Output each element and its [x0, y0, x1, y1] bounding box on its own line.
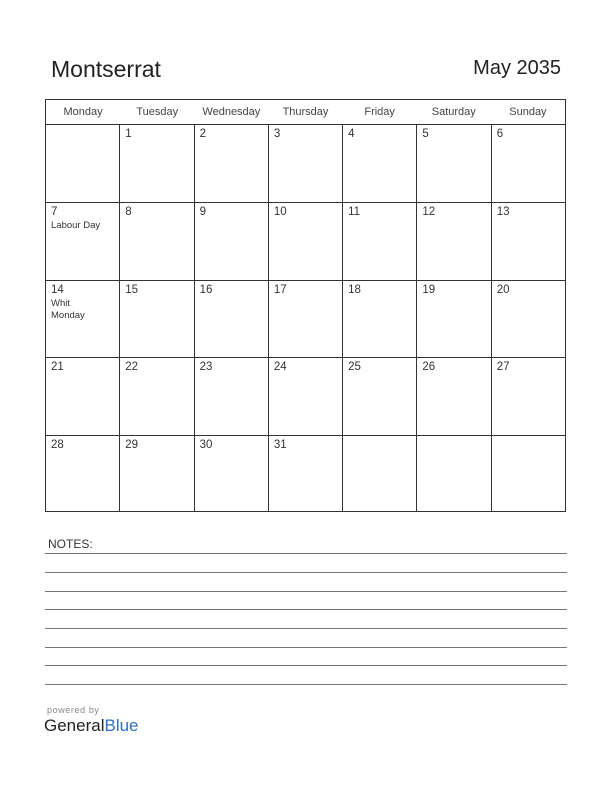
day-cell[interactable] [194, 436, 268, 512]
week-row [46, 435, 565, 512]
day-cell[interactable] [119, 358, 193, 434]
day-number: 25 [348, 361, 361, 374]
day-number: 5 [422, 128, 429, 140]
day-number: 3 [273, 128, 281, 140]
day-cell[interactable] [416, 125, 490, 202]
notes-label: NOTES: [48, 537, 93, 551]
notes-line [45, 609, 567, 610]
notes-line [45, 647, 567, 648]
day-number: 6 [496, 128, 504, 140]
day-number: 22 [125, 361, 139, 374]
day-cell[interactable] [416, 281, 490, 357]
day-number: 30 [199, 438, 213, 451]
day-cell[interactable] [46, 125, 119, 202]
weekday-label: Wednesday [202, 106, 261, 118]
notes-line [45, 628, 567, 629]
week-row [46, 357, 565, 434]
day-number: 10 [273, 206, 287, 219]
weekday-label: Friday [364, 106, 395, 118]
week-row [46, 202, 565, 279]
day-cell[interactable] [119, 436, 193, 512]
notes-line [45, 572, 567, 573]
day-cell[interactable] [268, 125, 342, 202]
weekday-label: Monday [63, 106, 103, 118]
calendar-country-title: Montserrat [51, 56, 161, 82]
day-number: 2 [199, 128, 206, 140]
day-number: 16 [199, 283, 213, 296]
generalblue-logo[interactable] [44, 716, 139, 736]
powered-by-text: powered by [47, 705, 100, 715]
day-cell[interactable] [342, 281, 416, 357]
day-number: 14 [51, 283, 64, 296]
day-cell[interactable] [268, 358, 342, 434]
day-number: 7 [51, 206, 58, 219]
day-cell[interactable] [416, 358, 490, 434]
day-cell[interactable] [46, 281, 119, 357]
day-cell[interactable] [491, 436, 565, 512]
calendar-grid [45, 99, 566, 512]
day-cell[interactable] [342, 358, 416, 434]
day-number: 26 [422, 361, 436, 374]
day-cell[interactable] [491, 125, 565, 202]
day-cell[interactable] [342, 203, 416, 279]
notes-line [45, 665, 567, 666]
week-row [46, 280, 565, 357]
day-cell[interactable] [268, 436, 342, 512]
weekday-label: Thursday [282, 106, 329, 118]
week-row [46, 125, 565, 202]
holiday-label: Labour Day [51, 220, 101, 232]
day-number: 31 [273, 438, 287, 451]
day-cell[interactable] [194, 281, 268, 357]
day-number: 12 [422, 206, 436, 219]
holiday-label: Whit Monday [51, 297, 85, 321]
day-cell[interactable] [342, 125, 416, 202]
day-number: 18 [348, 283, 361, 296]
day-number: 17 [273, 283, 287, 296]
day-cell[interactable] [119, 281, 193, 357]
day-number: 13 [496, 206, 510, 219]
day-number: 29 [125, 438, 139, 451]
day-number: 9 [199, 206, 206, 219]
day-cell[interactable] [268, 281, 342, 357]
day-cell[interactable] [194, 203, 268, 279]
weekday-label: Sunday [509, 106, 547, 118]
day-cell[interactable] [416, 203, 490, 279]
day-number: 27 [496, 361, 510, 374]
day-cell[interactable] [194, 358, 268, 434]
day-cell[interactable] [46, 436, 119, 512]
day-cell[interactable] [268, 203, 342, 279]
day-cell[interactable] [416, 436, 490, 512]
day-cell[interactable] [194, 125, 268, 202]
day-number: 11 [348, 206, 361, 219]
notes-line [45, 591, 567, 592]
weekday-label: Tuesday [136, 106, 179, 118]
day-number: 21 [51, 361, 64, 374]
day-number: 23 [199, 361, 213, 374]
day-number: 20 [496, 283, 510, 296]
day-number: 15 [125, 283, 139, 296]
day-number: 19 [422, 283, 436, 296]
day-cell[interactable] [46, 203, 119, 279]
day-number: 8 [125, 206, 132, 219]
day-cell[interactable] [342, 436, 416, 512]
day-cell[interactable] [119, 203, 193, 279]
weekday-label: Saturday [431, 106, 476, 118]
day-cell[interactable] [491, 358, 565, 434]
day-cell[interactable] [491, 281, 565, 357]
day-cell[interactable] [46, 358, 119, 434]
calendar-month-year: May 2035 [473, 57, 561, 79]
day-cell[interactable] [491, 203, 565, 279]
day-number: 4 [348, 128, 355, 140]
logo-blue: Blue [104, 716, 139, 735]
logo-general: General [44, 716, 105, 735]
weekday-header-row [46, 100, 565, 125]
day-number: 28 [51, 438, 64, 451]
day-number: 1 [125, 128, 132, 140]
notes-line [45, 684, 567, 685]
day-cell[interactable] [119, 125, 193, 202]
day-number: 24 [273, 361, 287, 374]
notes-line [45, 553, 567, 554]
